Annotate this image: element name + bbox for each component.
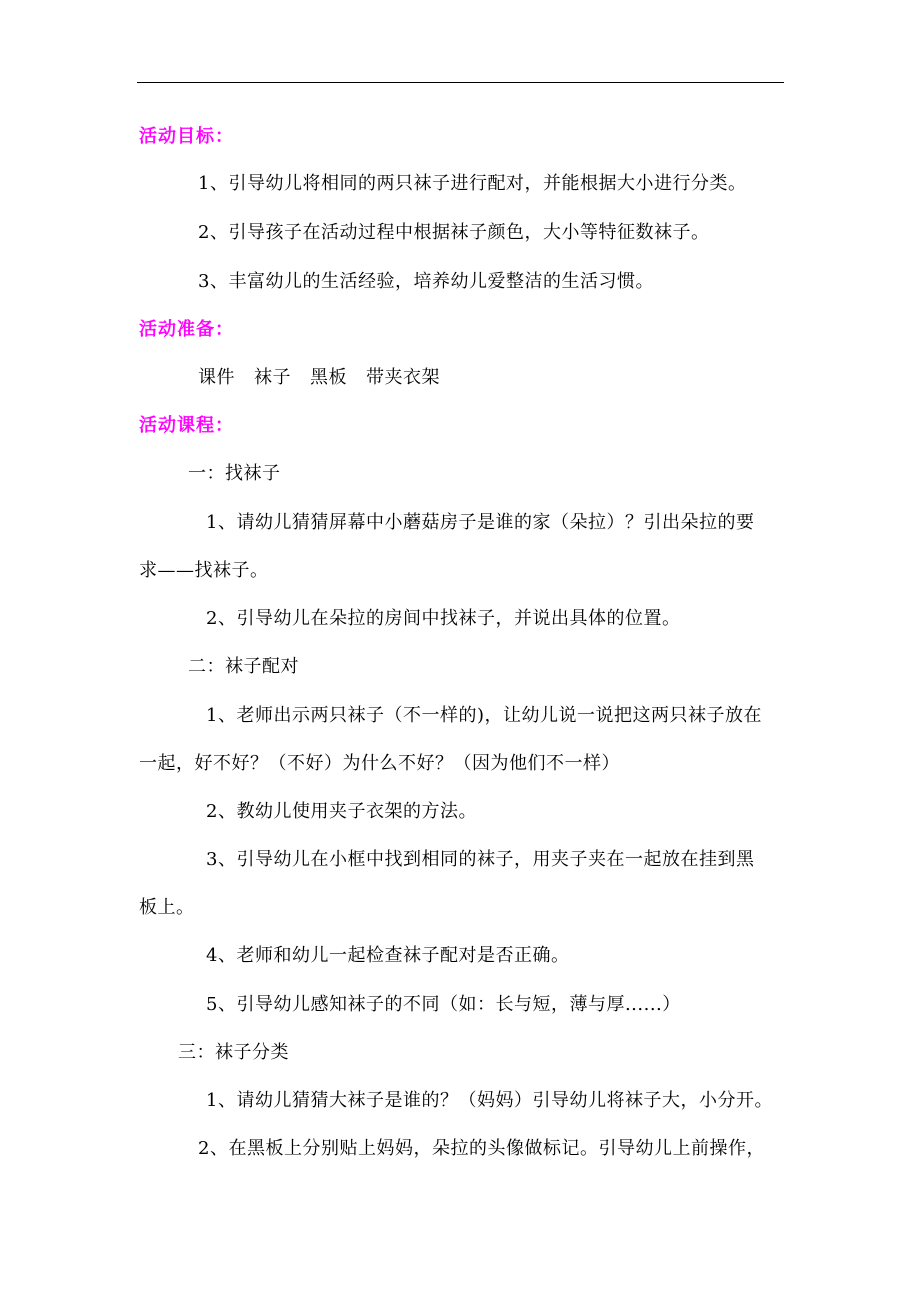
section-two-step-1: 1、老师出示两只袜子（不一样的)，让幼儿说一说把这两只袜子放在 (206, 705, 762, 726)
section-one-step-1-cont: 求——找袜子。 (139, 560, 269, 581)
section-two-step-5: 5、引导幼儿感知袜子的不同（如：长与短，薄与厚......） (206, 994, 681, 1015)
prep-item-courseware: 课件 (198, 367, 235, 388)
prep-item-blackboard: 黑板 (310, 367, 347, 388)
heading-process: 活动课程： (139, 415, 234, 436)
header-rule (137, 82, 784, 83)
section-two-step-3: 3、引导幼儿在小框中找到相同的袜子，用夹子夹在一起放在挂到黑 (206, 849, 755, 870)
heading-preparation: 活动准备： (139, 319, 234, 340)
section-one-step-2: 2、引导幼儿在朵拉的房间中找袜子，并说出具体的位置。 (206, 608, 681, 629)
section-three-step-1: 1、请幼儿猜猜大袜子是谁的？（妈妈）引导幼儿将袜子大，小分开。 (206, 1090, 773, 1111)
heading-goals: 活动目标： (139, 126, 234, 147)
prep-item-hanger: 带夹衣架 (366, 367, 440, 388)
goal-item-2: 2、引导孩子在活动过程中根据袜子颜色，大小等特征数袜子。 (198, 222, 710, 243)
section-two-step-1-cont: 一起，好不好？（不好）为什么不好？（因为他们不一样） (139, 753, 620, 774)
preparation-list (198, 366, 459, 390)
section-two-step-4: 4、老师和幼儿一起检查袜子配对是否正确。 (206, 945, 570, 966)
section-three-step-2: 2、在黑板上分别贴上妈妈，朵拉的头像做标记。引导幼儿上前操作， (198, 1138, 765, 1159)
section-two-step-2: 2、教幼儿使用夹子衣架的方法。 (206, 801, 477, 822)
goal-item-1: 1、引导幼儿将相同的两只袜子进行配对，并能根据大小进行分类。 (198, 173, 747, 194)
section-one-step-1: 1、请幼儿猜猜屏幕中小蘑菇房子是谁的家（朵拉）？引出朵拉的要 (206, 512, 755, 533)
goal-item-3: 3、丰富幼儿的生活经验，培养幼儿爱整洁的生活习惯。 (198, 271, 654, 292)
section-two-step-3-cont: 板上。 (139, 897, 195, 918)
prep-item-socks: 袜子 (254, 367, 291, 388)
section-two-title: 二：袜子配对 (188, 656, 299, 677)
section-one-title: 一：找袜子 (188, 463, 281, 484)
section-three-title: 三：袜子分类 (178, 1042, 289, 1063)
